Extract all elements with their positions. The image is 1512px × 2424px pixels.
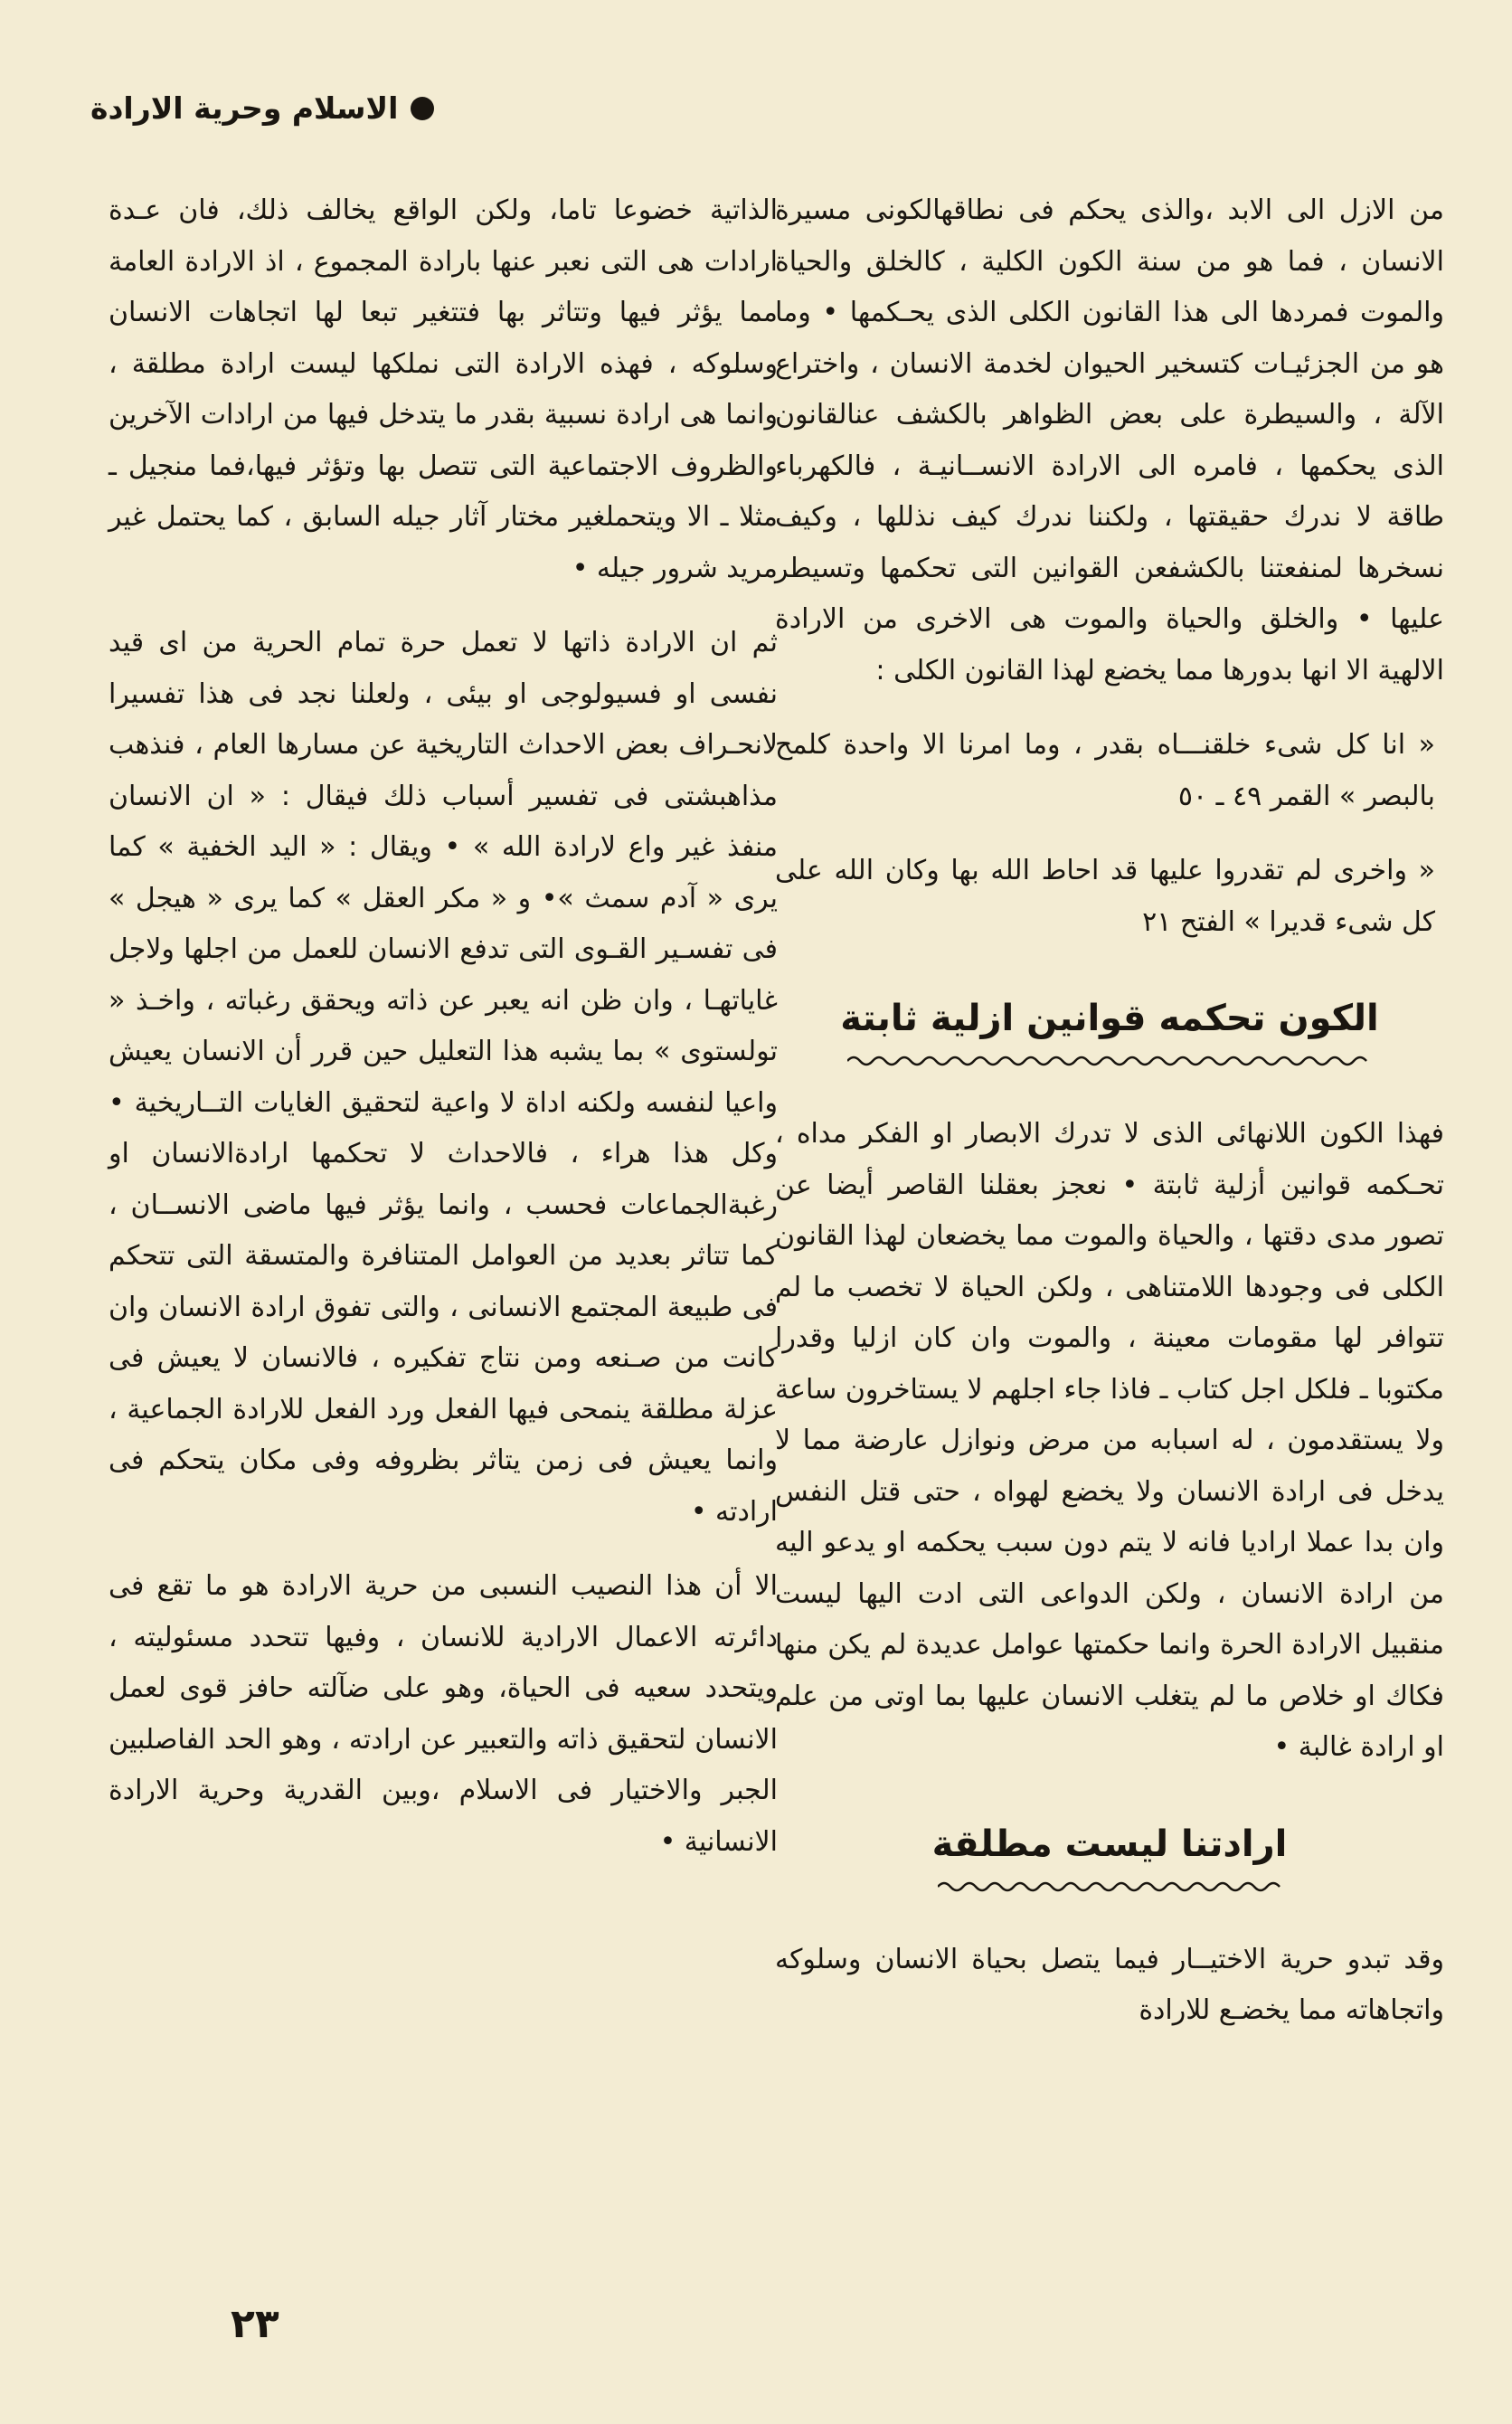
page-number: ٢٣ <box>231 2301 279 2347</box>
paragraph: الذاتية خضوعا تاما، ولكن الواقع يخالف ذلك، فان عـدة ارادات هى التى نعبر عنها بارادة المجموع ، اذ الارادة العامة مما يؤثر فيها وتتاثر بها فتتغير تبعا لها اتجاهات الانسان وسلوكه ، فهذه الارادة التى نملكها ليست ارادة مطلقة ، وانما هى ارادة نسبية بقدر ما يتدخل فيها من ارادات الآخرين والظروف الاجتماعية التى تتصل بها وتؤثر فيها،فما منجيل ـ مثلا ـ الا ويتحملغير مختار آثار جيله السابق ، كما يحتمل غير مريد شرور جيله • <box>109 194 778 584</box>
quran-quote: « واخرى لم تقدروا عليها قد احاط الله بها وكان الله على كل شىء قديرا » الفتح ٢١ <box>775 855 1435 938</box>
section-heading: الكون تحكمه قوانين ازلية ثابتة <box>840 998 1379 1039</box>
paragraph: من الازل الى الابد ،والذى يحكم فى نطاقهالكونى مسيرة الانسان ، فما هو من سنة الكون الكلية ، كالخلق والحياة والموت فمردها الى هذا القانون الكلى الذى يحـكمها • وما هو من الجزئيـات كتسخير الحيوان لخدمة الانسان ، واختراع الآلة ، والسيطرة على بعض الظواهر بالكشف عنالقانون الذى يحكمها ، فامره الى الارادة الانســانيـة ، فالكهرباء طاقة لا ندرك حقيقتها ، ولكننا ندرك كيف نذللها ، وكيف نسخرها لمنفعتنا بالكشفعن القوانين التى تحكمها وتسيطر عليها • والخلق والحياة والموت هى الاخرى من الارادة الالهية الا انها بدورها مما يخضع لهذا القانون الكلى : <box>775 194 1444 686</box>
paragraph: ثم ان الارادة ذاتها لا تعمل حرة تمام الحرية من اى قيد نفسى او فسيولوجى او بيئى ، ولعلنا نجد فى هذا تفسيرا لانحـراف بعض الاحداث التاريخية عن مسارها العام ، فنذهب مذاهبشتى فى تفسير أسباب ذلك فيقال : « ان الانسان منفذ غير واع لارادة الله » • ويقال : « اليد الخفية » كما يرى « آدم سمث »• و « مكر العقل » كما يرى « هيجل » فى تفسـير القـوى التى تدفع الانسان للعمل من اجلها ولاجل غاياتهـا ، وان ظن انه يعبر عن ذاته ويحقق رغباته ، واخـذ « تولستوى » بما يشبه هذا التعليل حين قرر أن الانسان يعيش واعيا لنفسه ولكنه اداة لا واعية لتحقيق الغايات التــاريخية • وكل هذا هراء ، فالاحداث لا تحكمها ارادةالانسان او رغبةالجماعات فحسب ، وانما يؤثر فيها ماضى الانســان ، كما تتاثر بعديد من العوامل المتنافرة والمتسقة التى تتحكم فى طبيعة المجتمع الانسانى ، والتى تفوق ارادة الانسان وان كانت من صـنعه ومن نتاج تفكيره ، فالانسان لا يعيش فى عزلة مطلقة ينمحى فيها الفعل ورد الفعل للارادة الجماعية ، وانما يعيش فى زمن يتاثر بظروفه وفى مكان يتحكم فى ارادته • <box>109 627 778 1528</box>
bullet-icon <box>411 97 434 120</box>
paragraph: وقد تبدو حرية الاختيــار فيما يتصل بحياة الانسان وسلوكه واتجاهاته مما يخضـع للارادة <box>775 1943 1444 2026</box>
running-title: الاسلام وحرية الارادة <box>90 90 399 126</box>
section-heading: ارادتنا ليست مطلقة <box>931 1823 1288 1865</box>
paragraph: الا أن هذا النصيب النسبى من حرية الارادة هو ما تقع فى دائرته الاعمال الارادية للانسان ، وفيها تتحدد مسئوليته ، ويتحدد سعيه فى الحياة، وهو على ضآلته حافز قوى لعمل الانسان لتحقيق ذاته والتعبير عن ارادته ، وهو الحد الفاصلبين الجبر والاختيار فى الاسلام ،وبين القدرية وحرية الارادة الانسانية • <box>109 1570 778 1858</box>
right-column <box>775 185 1444 2060</box>
paragraph: فهذا الكون اللانهائى الذى لا تدرك الابصار او الفكر مداه ، تحـكمه قوانين أزلية ثابتة • نعجز بعقلنا القاصر أيضا عن تصور مدى دقتها ، والحياة والموت مما يخضعان لهذا القانون الكلى فى وجودها اللامتناهى ، ولكن الحياة لا تخصب ما لم تتوافر لها مقومات معينة ، والموت وان كان ازليا وقدرا مكتوبا ـ فلكل اجل كتاب ـ فاذا جاء اجلهم لا يستاخرون ساعة ولا يستقدمون ، له اسبابه من مرض ونوازل عارضة مما لا يدخل فى ارادة الانسان ولا يخضع لهواه ، حتى قتل النفس وان بدا عملا اراديا فانه لا يتم دون سبب يحكمه او يدعو اليه من ارادة الانسان ، ولكن الدواعى التى ادت اليها ليست منقبيل الارادة الحرة وانما حكمتها عوامل عديدة لم يكن منها فكاك او خلاص ما لم يتغلب الانسان عليها بما اوتى من علم او ارادة غالبة • <box>775 1118 1444 1763</box>
quran-quote: « انا كل شىء خلقنـــاه بقدر ، وما امرنا الا واحدة كلمح بالبصر » القمر ٤٩ ـ ٥٠ <box>775 729 1435 812</box>
wavy-underline <box>938 1879 1281 1895</box>
left-column <box>109 185 778 1891</box>
running-head <box>90 90 434 126</box>
wavy-underline <box>847 1053 1372 1069</box>
